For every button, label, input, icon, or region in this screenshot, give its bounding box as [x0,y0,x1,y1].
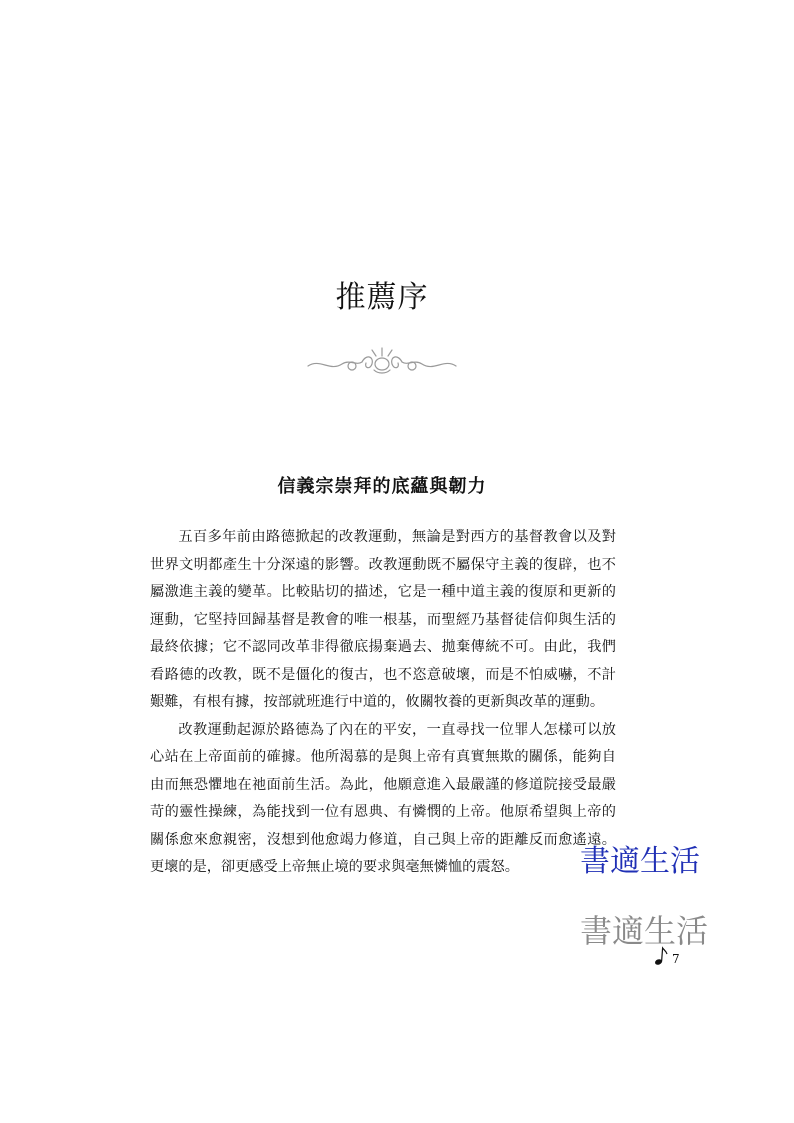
floral-divider-icon [306,344,458,376]
article-title: 信義宗崇拜的底蘊與韌力 [277,476,487,497]
paragraph-2: 改教運動起源於路德為了內在的平安，一直尋找一位罪人怎樣可以放心站在上帝面前的確據。他所渴慕的是與上帝有真實無欺的關係，能夠自由而無恐懼地在祂面前生活。為此，他願意進入最嚴謹的修道院接受最嚴苛的靈性操練，為能找到一位有恩典、有憐憫的上帝。他原希望與上帝的關係愈來愈親密，沒想到他愈竭力修道，自己與上帝的距離反而愈遙遠。更壞的是，卻更感受上帝無止境的要求與毫無憐恤的震怒。 [150,721,616,875]
body-text [150,524,616,882]
paragraph-1: 五百多年前由路德掀起的改教運動，無論是對西方的基督教會以及對世界文明都產生十分深遠的影響。改教運動既不屬保守主義的復辟，也不屬激進主義的變革。比較貼切的描述，它是一種中道主義的復原和更新的運動，它堅持回歸基督是教會的唯一根基，而聖經乃基督徒信仰與生活的最終依據；它不認同改革非得徹底揚棄過去、拋棄傳統不可。由此，我們看路德的改教，既不是僵化的復古，也不恣意破壞，而是不怕威嚇，不計艱難，有根有據，按部就班進行中道的，攸關牧養的更新與改革的運動。 [150,529,616,710]
watermark-gray: 書適生活 [580,912,709,950]
section-title: 推薦序 [335,280,429,315]
music-note-icon [654,946,668,966]
page-footer [654,944,680,966]
watermark-blue: 書適生活 [580,844,700,879]
page-number: 7 [672,952,680,966]
